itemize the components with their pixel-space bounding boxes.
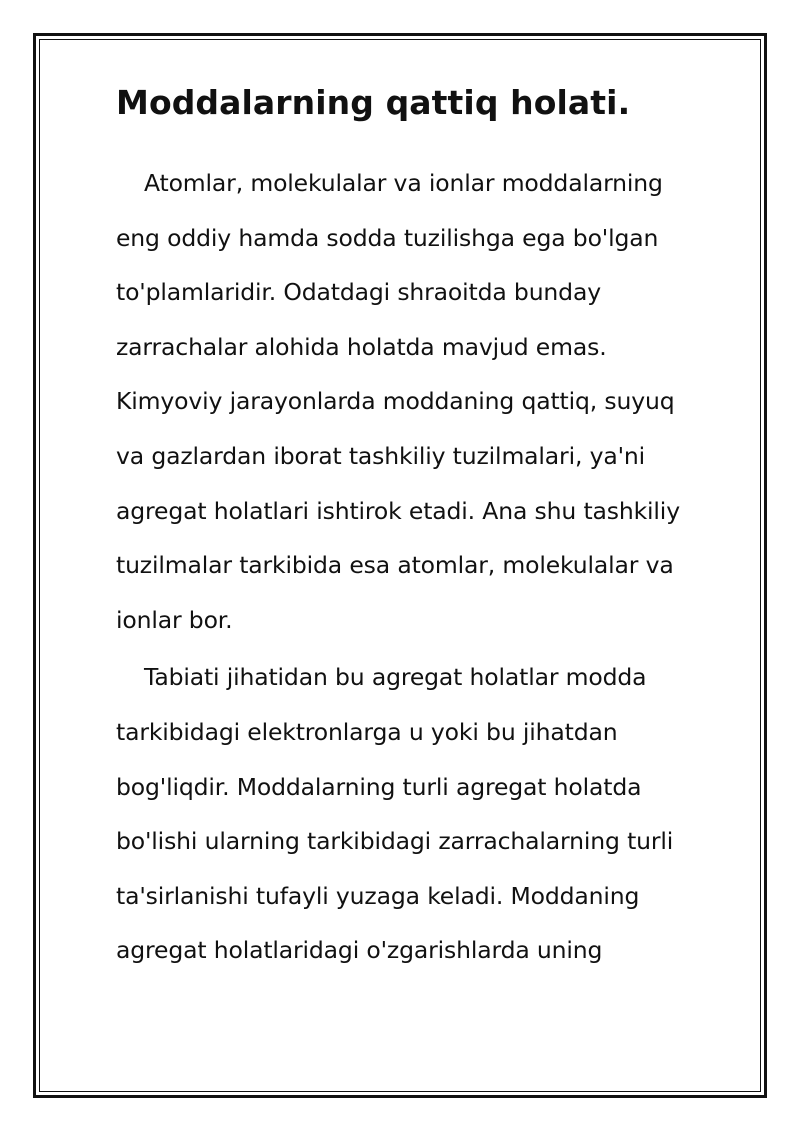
paragraph-line: ionlar bor. (116, 605, 233, 634)
document-body (116, 78, 736, 978)
document-title: Moddalarning qattiq holati. (116, 83, 631, 122)
paragraph-line: va gazlardan iborat tashkiliy tuzilmalari, ya'ni (116, 441, 646, 470)
paragraph-line: Kimyoviy jarayonlarda moddaning qattiq, suyuq (116, 387, 675, 416)
paragraph-line: Tabiati jihatidan bu agregat holatlar modda (144, 663, 647, 692)
paragraph-2 (116, 650, 736, 978)
paragraph-line: tarkibidagi elektronlarga u yoki bu jihatdan (116, 717, 618, 746)
paragraph-line: zarrachalar alohida holatda mavjud emas. (116, 332, 607, 361)
paragraph-line: bo'lishi ularning tarkibidagi zarrachalarning turli (116, 827, 674, 856)
paragraph-line: bog'liqdir. Moddalarning turli agregat holatda (116, 772, 642, 801)
paragraph-1 (116, 156, 736, 647)
paragraph-line: eng oddiy hamda sodda tuzilishga ega bo'lgan (116, 223, 659, 252)
paragraph-line: agregat holatlari ishtirok etadi. Ana shu tashkiliy (116, 496, 680, 525)
paragraph-line: to'plamlaridir. Odatdagi shraoitda bunday (116, 278, 601, 307)
paragraph-line: tuzilmalar tarkibida esa atomlar, molekulalar va (116, 551, 674, 580)
paragraph-line: agregat holatlaridagi o'zgarishlarda uning (116, 936, 603, 965)
paragraph-line: ta'sirlanishi tufayli yuzaga keladi. Moddaning (116, 881, 640, 910)
paragraph-line: Atomlar, molekulalar va ionlar moddalarning (144, 169, 663, 197)
